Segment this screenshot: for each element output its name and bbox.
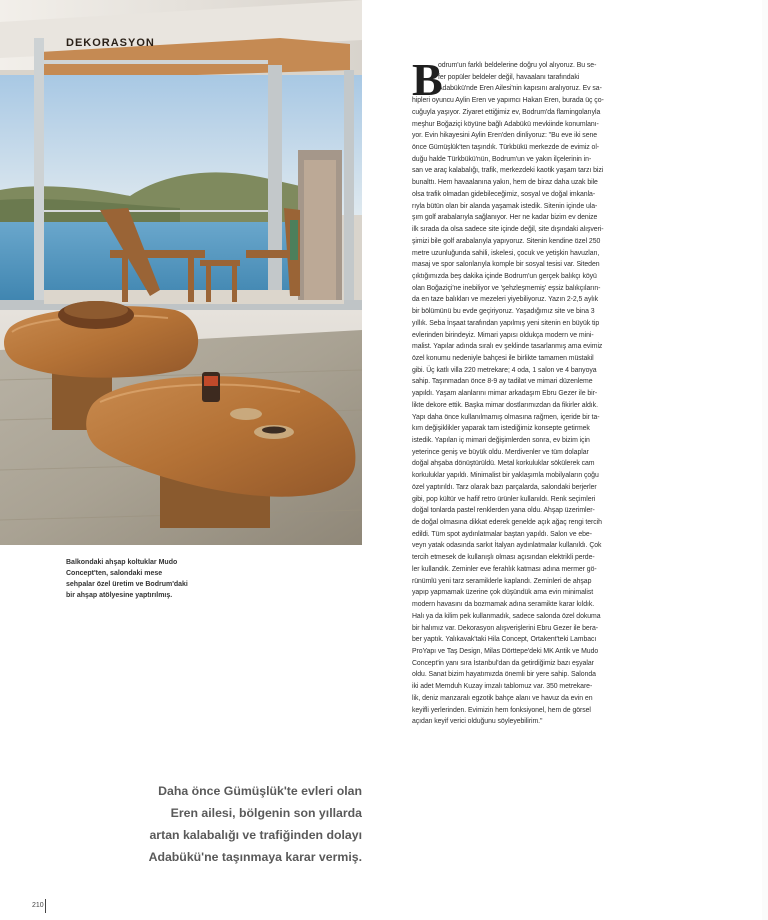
article-line: san ve araç kalabalığı, trafik, merkezdeki kaotik yaşam tarzı bizi [412, 167, 604, 175]
article-line: tercih etmesek de kullanışlı olması açısından elektrikli perde- [412, 554, 595, 562]
article-line: yıllık. Seba İnşaat tarafından yapılmış yeni sitenin en büyük tip [412, 319, 600, 327]
article-line: fer popüler beldeler değil, havaalanı tarafındaki [438, 73, 580, 81]
pull-quote-line: Daha önce Gümüşlük'te evleri olan [158, 784, 362, 798]
article-line: korkuluklar yapıldı. Minimalist bir yaklaşımla mobilyaların çoğu [412, 472, 599, 480]
article-line: iki adet Memduh Kuzay imzalı tablomuz var. 350 metrekare- [412, 683, 593, 691]
article-line: duğu halde Türkbükü'nün, Bodrum'un ve yakın ilçelerinin in- [412, 155, 592, 163]
pull-quote [118, 780, 362, 868]
article-line: olsa trafik olmadan gidebileceğimiz, sosyal ve doğal imkanla- [412, 190, 596, 198]
article-line: malist. Yapılar adında sıralı ev şeklinde tasarlanmış ama evimiz [412, 343, 603, 351]
article-line: olan Boğaziçi'ne inebiliyor ve 'şehzleşmemiş' eşsiz balıkçıların- [412, 284, 601, 292]
article-line: hipleri oyuncu Aylin Eren ve yapımcı Hakan Eren, burada üç ço- [412, 97, 604, 105]
article-line: meşhur Boğaziçi köyüne bağlı Adabükü mevkiinde konumlanı- [412, 120, 599, 128]
article-line: sahip. Taşınmadan önce 8-9 ay tadilat ve mimari düzenleme [412, 378, 593, 386]
article-line: yeterince geniş ve büyük oldu. Merdivenler ve tüm dolaplar [412, 448, 589, 456]
article-line: ProYapı ve Taş Design, Milas Dörttepe'deki MK Antik ve Mudo [412, 647, 599, 655]
article-line: likte dekore ettik. Başka mimar dostlarımızdan da fikirler aldık. [412, 401, 598, 409]
article-line: rıyla bütün olan bir alanda yaşamak istedik. Sitenin içinde ula- [412, 202, 598, 210]
article-line: Halı ya da kilim pek kullanmadık, sadece salonda özel dokuma [412, 612, 601, 620]
article-line: bir bölümünü bu evde geçiriyoruz. Yaşadığımız site ve bina 3 [412, 308, 595, 316]
article-line: çıktığımızda beş dakika içinde Bodrum'un gerçek balıkçı köyü [412, 272, 597, 280]
article-line: rünümlü yeni tarz seramiklerle kaplandı. Zeminleri de ahşap [412, 577, 592, 585]
article-line: de doğal olmasına dikkat ederek genelde açık ağaç rengi tercih [412, 519, 602, 527]
article-line: ber yaptık. Yalıkavak'taki Hila Concept, Ortakent'teki Lambacı [412, 636, 597, 644]
article-line: lik, deniz manzaralı egzotik bahçe alanı ve havuz da evin en [412, 694, 593, 702]
photo-caption [66, 557, 216, 601]
article-line: oldu. Sanat bizim hayatımızda önemli bir yere sahip. Salonda [412, 671, 596, 679]
article-line: ilk sırada da olsa sadece site içinde değil, site dışındaki alışveri- [412, 226, 604, 234]
article-line: özel konumu nedeniyle bahçesi ile birlikte tamamen müstakil [412, 354, 594, 362]
article-line: veyn yatak odasında sarkıt İtalyan aydınlatmalar kullanıldı. Çok [412, 542, 602, 550]
article-line: masaj ve spor salonlarıyla komple bir sosyal tesisi var. Siteden [412, 261, 600, 269]
article-line: yor. Evin hikayesini Aylin Eren'den dinliyoruz: "Bu eve iki sene [412, 132, 598, 140]
article-line: cuğuyla yaşıyor. Ziyaret ettiğimiz ev, Bodrum'da flamingolarıyla [412, 108, 601, 116]
caption-line: sehpalar özel üretim ve Bodrum'daki [66, 581, 188, 588]
page-edge [762, 0, 768, 920]
article-line: istedik. Yapılan iç mimari değişimlerden sonra, ev bizim için [412, 437, 590, 444]
article-line: ler kullandık. Zeminler eve ferahlık katması adına mermer gö- [412, 565, 597, 573]
article-line: doğal ahşaba dönüştürüldü. Metal korkuluklar sökülerek cam [412, 460, 595, 468]
article-line: bir halımız var. Dekorasyon alışverişlerini Ebru Gezer ile bera- [412, 624, 598, 632]
article-line: şım golf arabalarıyla sağlanıyor. Her ne kadar bizim ev denize [412, 214, 598, 222]
article-line: gibi, pop kültür ve hafif retro ürünler kullanıldı. Renk seçimleri [412, 495, 596, 503]
article-line: kım değişiklikler yaparak tam istediğimiz konsepte getirmek [412, 425, 590, 433]
article-line: doğal tonlarda pastel renklerden yana oldu. Ahşap üzerimler- [412, 507, 595, 515]
article-line: yapıp yapmamak üzerine çok düşündük ama evin minimalist [412, 589, 594, 597]
article-line: evlerinden birindeyiz. Mimari yapısı oldukça modern ve mini- [412, 331, 594, 339]
section-label: DEKORASYON [66, 37, 155, 49]
article-line: yapıldı. Yaşam alanlarını mimar arkadaşım Ebru Gezer ile bir- [412, 390, 598, 398]
interior-photo [0, 0, 362, 545]
pull-quote-line: Eren ailesi, bölgenin son yıllarda [170, 806, 362, 820]
folio-divider [45, 899, 46, 913]
article-line: şimizi bile golf arabalarıyla yapıyoruz. Sitenin kendine özel 250 [412, 237, 601, 245]
article-line: Yapı daha önce kullanılmamış olmasına rağmen, içeride bir ta- [412, 413, 600, 421]
article-line: odrum'un farklı beldelerine doğru yol alıyoruz. Bu se- [438, 62, 597, 69]
page-number: 210 [32, 902, 44, 909]
drop-cap: B [412, 54, 443, 105]
caption-line: Concept'ten, salondaki mese [66, 570, 163, 577]
article-line: keyifli yerlerinden. Evimizin hem fonksiyonel, hem de görsel [412, 706, 591, 714]
caption-line: Balkondaki ahşap koltuklar Mudo [66, 559, 178, 566]
pull-quote-line: artan kalabalığı ve trafiğinden dolayı [149, 828, 362, 842]
article-line: bunalttı. Hem havaalanına yakın, hem de biraz daha uzak bile [412, 179, 598, 187]
pull-quote-line: Adabükü'ne taşınmaya karar vermiş. [148, 850, 362, 864]
article-line: özel yaptırıldı. Tarz olarak bazı parçalarda, salondaki berjerler [412, 483, 597, 491]
article-line: Adabükü'nde Eren Ailesi'nin kapısını aralıyoruz. Ev sa- [438, 85, 602, 93]
article-line: gibi. Üç katlı villa 220 metrekare; 4 oda, 1 salon ve 4 banyoya [412, 366, 597, 374]
article-line: da en taze balıkları ve mezeleri yiyebiliyoruz. Yazın 2-2,5 aylık [412, 296, 599, 304]
article-line: modern havasını da bozmamak adına seramikte karar kıldık. [412, 601, 595, 609]
caption-line: bir ahşap atölyesine yaptırılmış. [66, 592, 173, 599]
article-body [412, 54, 684, 728]
living-room-illustration [0, 0, 362, 545]
article-line: edildi. Tüm spot aydınlatmalar baştan yapıldı. Salon ve ebe- [412, 530, 592, 538]
article-line: açıdan keyif verici olduğunu söyleyebilirim." [412, 718, 543, 726]
article-line: önce Gümüşlük'ten taşındık. Türkbükü merkezde de evimiz ol- [412, 144, 600, 152]
article-line: metre uzunluğunda sahili, iskelesi, çocuk ve yetişkin havuzları, [412, 249, 600, 257]
article-line: Concept'in yanı sıra İstanbul'dan da getirdiğimiz bazı eşyalar [412, 659, 594, 667]
article-text [412, 54, 684, 728]
